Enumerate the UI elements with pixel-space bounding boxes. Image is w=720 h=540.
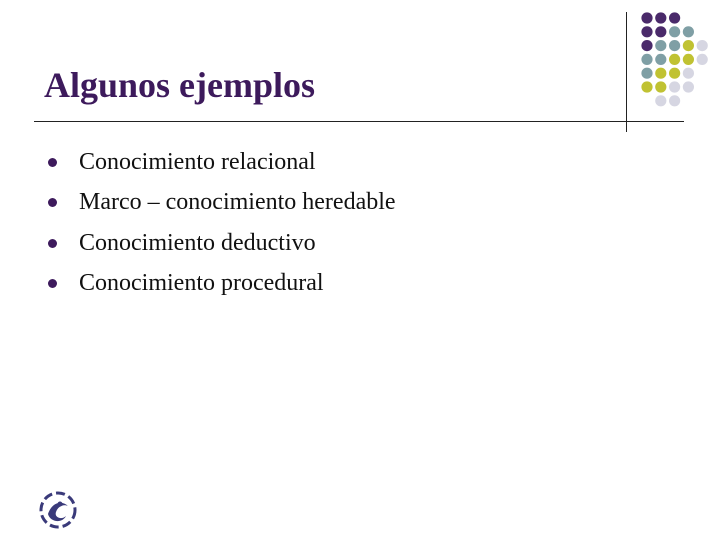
decorative-dot	[683, 54, 694, 65]
bullet-list	[46, 142, 396, 304]
list-item	[46, 142, 396, 183]
decorative-dot	[683, 68, 694, 79]
list-item	[46, 183, 396, 224]
title-divider-vertical	[626, 12, 627, 132]
decorative-dot	[669, 81, 680, 92]
list-item	[46, 223, 396, 264]
bullet-text: Conocimiento deductivo	[79, 229, 316, 256]
bullet-icon	[48, 279, 57, 288]
decorative-dot	[669, 26, 680, 37]
decorative-dot	[669, 95, 680, 106]
decorative-dot	[697, 40, 708, 51]
decorative-dot	[655, 26, 666, 37]
decorative-dot	[641, 81, 652, 92]
decorative-dot	[655, 81, 666, 92]
bullet-icon	[48, 239, 57, 248]
decorative-dot	[655, 40, 666, 51]
decorative-dot	[669, 12, 680, 23]
title-divider-horizontal	[34, 121, 684, 122]
decorative-dot	[669, 40, 680, 51]
bullet-text: Conocimiento procedural	[79, 270, 324, 297]
decorative-dot	[655, 12, 666, 23]
decorative-dot	[669, 68, 680, 79]
decorative-dot-grid	[640, 12, 720, 122]
decorative-dot	[655, 54, 666, 65]
list-item	[46, 264, 396, 305]
decorative-dot	[641, 54, 652, 65]
university-seal-icon	[38, 490, 78, 530]
bullet-icon	[48, 198, 57, 207]
bullet-text: Conocimiento relacional	[79, 148, 316, 175]
decorative-dot	[641, 68, 652, 79]
bullet-icon	[48, 158, 57, 167]
decorative-dot	[641, 26, 652, 37]
decorative-dot	[655, 68, 666, 79]
decorative-dot	[683, 40, 694, 51]
slide-title: Algunos ejemplos	[44, 65, 316, 105]
decorative-dot	[641, 40, 652, 51]
decorative-dot	[669, 54, 680, 65]
decorative-dot	[683, 81, 694, 92]
decorative-dot	[683, 26, 694, 37]
decorative-dot	[697, 54, 708, 65]
decorative-dot	[655, 95, 666, 106]
bullet-text: Marco – conocimiento heredable	[79, 189, 396, 216]
decorative-dot	[641, 12, 652, 23]
